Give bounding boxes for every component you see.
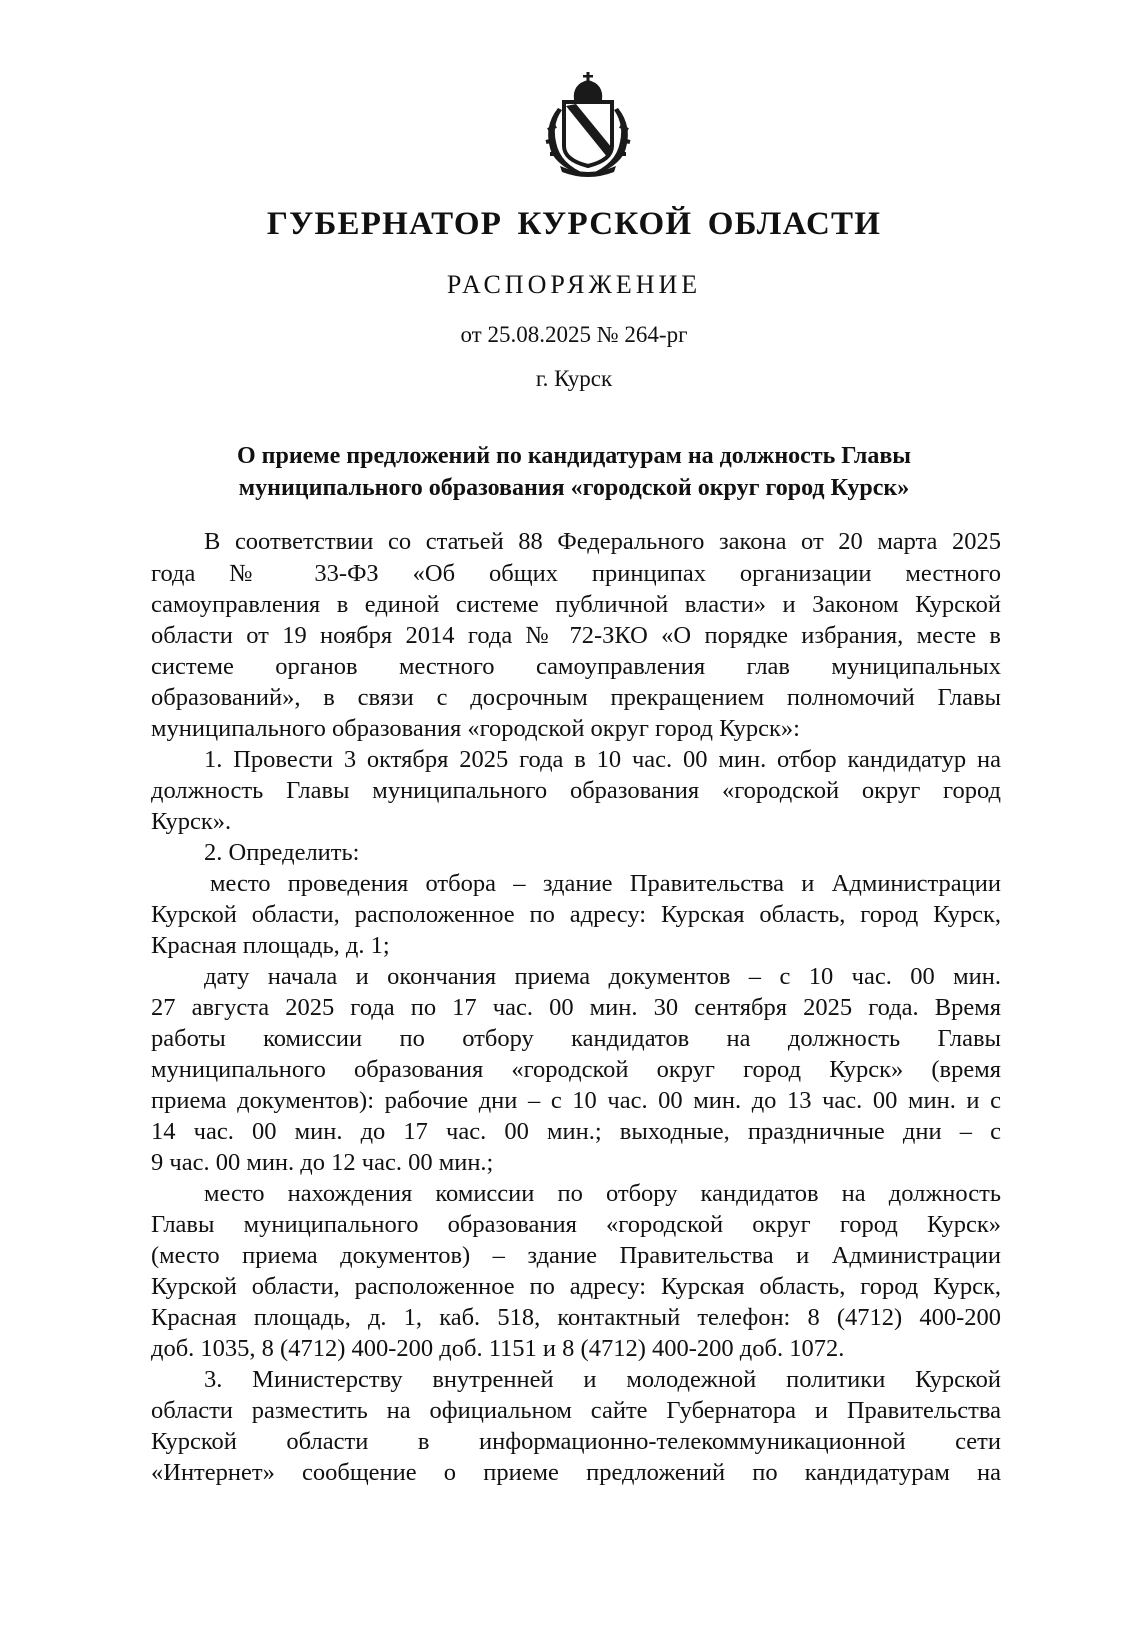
body-line: место проведения отбора – здание Правительства и Администрации [210, 870, 1001, 897]
body-line: доб. 1035, 8 (4712) 400-200 доб. 1151 и 8 (4712) 400-200 доб. 1072. [151, 1335, 845, 1362]
body-line: муниципального образования «городской округ город Курск»: [151, 715, 800, 742]
body-line: 2. Определить: [204, 839, 360, 866]
body-line: года № 33-ФЗ «Об общих принципах организации местного [151, 560, 1001, 587]
document-subject [0, 440, 1148, 504]
body-line: Главы муниципального образования «городской округ город Курск» [151, 1211, 1001, 1238]
coat-of-arms-icon [538, 68, 638, 180]
document-city: г. Курск [535, 366, 613, 391]
body-line: место нахождения комиссии по отбору кандидатов на должность [204, 1180, 1001, 1207]
body-line: приема документов): рабочие дни – с 10 час. 00 мин. до 13 час. 00 мин. и с [151, 1087, 1001, 1114]
body-line: Курской области, расположенное по адресу: Курская область, город Курск, [151, 1273, 1001, 1300]
body-line: В соответствии со статьей 88 Федерального закона от 20 марта 2025 [204, 528, 1001, 555]
body-line: 9 час. 00 мин. до 12 час. 00 мин.; [151, 1149, 494, 1176]
authority-title: ГУБЕРНАТОР КУРСКОЙ ОБЛАСТИ [266, 206, 882, 242]
subject-line: муниципального образования «городской округ город Курск» [238, 475, 910, 501]
document-number-date: от 25.08.2025 № 264-рг [460, 322, 688, 347]
body-line: должность Главы муниципального образования «городской округ город [151, 777, 1001, 804]
body-line: 14 час. 00 мин. до 17 час. 00 мин.; выходные, праздничные дни – с [151, 1118, 1001, 1145]
subject-line: О приеме предложений по кандидатурам на должность Главы [236, 443, 912, 469]
body-line: 3. Министерству внутренней и молодежной политики Курской [204, 1366, 1001, 1393]
body-line: Курск». [151, 808, 232, 835]
body-line: области от 19 ноября 2014 года № 72-ЗКО «О порядке избрания, месте в [151, 622, 1001, 649]
body-line: работы комиссии по отбору кандидатов на должность Главы [151, 1025, 1001, 1052]
body-line: образований», в связи с досрочным прекращением полномочий Главы [151, 684, 1001, 711]
body-line: «Интернет» сообщение о приеме предложений по кандидатурам на [151, 1459, 1001, 1486]
body-line: Курской области в информационно-телекоммуникационной сети [151, 1428, 1001, 1455]
body-line: 27 августа 2025 года по 17 час. 00 мин. 30 сентября 2025 года. Время [151, 994, 1001, 1021]
body-line: Курской области, расположенное по адресу: Курская область, город Курск, [151, 901, 1001, 928]
body-line: 1. Провести 3 октября 2025 года в 10 час. 00 мин. отбор кандидатур на [204, 746, 1001, 773]
body-line: (место приема документов) – здание Правительства и Администрации [151, 1242, 1001, 1269]
body-line: Красная площадь, д. 1; [151, 932, 390, 959]
body-line: муниципального образования «городской округ город Курск» (время [151, 1056, 1001, 1083]
document-type: РАСПОРЯЖЕНИЕ [446, 270, 702, 299]
body-line: дату начала и окончания приема документов – с 10 час. 00 мин. [204, 963, 1001, 990]
body-line: Красная площадь, д. 1, каб. 518, контактный телефон: 8 (4712) 400-200 [151, 1304, 1001, 1331]
body-line: области разместить на официальном сайте Губернатора и Правительства [151, 1397, 1001, 1424]
body-line: самоуправления в единой системе публичной власти» и Законом Курской [151, 591, 1001, 618]
body-line: системе органов местного самоуправления глав муниципальных [151, 653, 1001, 680]
